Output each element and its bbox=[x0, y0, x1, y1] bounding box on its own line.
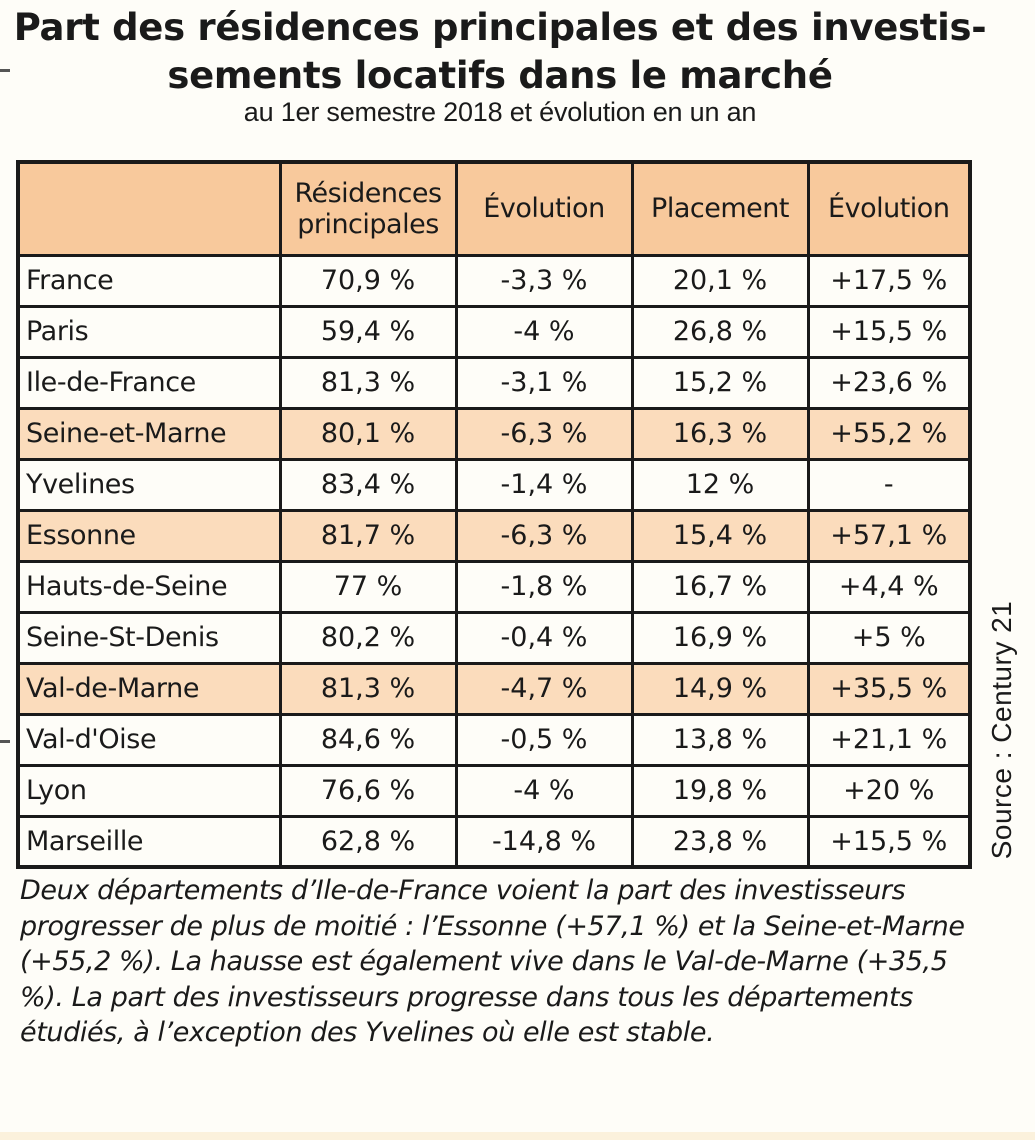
cell-residences: 83,4 % bbox=[280, 459, 456, 510]
cell-evolution-placement: +15,5 % bbox=[808, 816, 970, 867]
table-row-highlighted bbox=[18, 408, 970, 459]
cell-evolution-placement: +23,6 % bbox=[808, 357, 970, 408]
cell-evolution-residences: -0,5 % bbox=[456, 714, 632, 765]
cell-evolution-residences: -6,3 % bbox=[456, 510, 632, 561]
row-name: Lyon bbox=[18, 765, 280, 816]
row-name: Ile-de-France bbox=[18, 357, 280, 408]
cell-evolution-placement: +55,2 % bbox=[808, 408, 970, 459]
cell-residences: 62,8 % bbox=[280, 816, 456, 867]
row-name: France bbox=[18, 255, 280, 306]
header-empty-cell bbox=[18, 162, 280, 255]
row-name: Val-d'Oise bbox=[18, 714, 280, 765]
header-residences-principales bbox=[280, 162, 456, 255]
cell-placement: 16,9 % bbox=[632, 612, 808, 663]
cell-placement: 13,8 % bbox=[632, 714, 808, 765]
cell-evolution-residences: -4 % bbox=[456, 765, 632, 816]
cell-residences: 84,6 % bbox=[280, 714, 456, 765]
cell-evolution-placement: +4,4 % bbox=[808, 561, 970, 612]
cell-evolution-placement: +21,1 % bbox=[808, 714, 970, 765]
header-evolution-residences: Évolution bbox=[456, 162, 632, 255]
cell-evolution-residences: -1,4 % bbox=[456, 459, 632, 510]
cell-residences: 77 % bbox=[280, 561, 456, 612]
table-row bbox=[18, 306, 970, 357]
header-evolution-placement: Évolution bbox=[808, 162, 970, 255]
cell-placement: 16,7 % bbox=[632, 561, 808, 612]
row-name: Val-de-Marne bbox=[18, 663, 280, 714]
page-title bbox=[0, 4, 1000, 100]
table-header-row bbox=[18, 162, 970, 255]
cell-evolution-residences: -14,8 % bbox=[456, 816, 632, 867]
header-residences-line-1: Résidences bbox=[294, 177, 442, 209]
table-row-highlighted bbox=[18, 510, 970, 561]
table-row bbox=[18, 357, 970, 408]
source-credit: Source : Century 21 bbox=[986, 600, 1017, 860]
edge-mark bbox=[0, 740, 10, 743]
row-name: Hauts-de-Seine bbox=[18, 561, 280, 612]
table-row bbox=[18, 561, 970, 612]
cell-evolution-residences: -3,1 % bbox=[456, 357, 632, 408]
table-row bbox=[18, 612, 970, 663]
cell-placement: 15,4 % bbox=[632, 510, 808, 561]
market-share-table bbox=[16, 160, 972, 869]
table-row bbox=[18, 816, 970, 867]
cell-residences: 81,7 % bbox=[280, 510, 456, 561]
edge-mark bbox=[0, 69, 10, 72]
row-name: Marseille bbox=[18, 816, 280, 867]
cell-evolution-residences: -4 % bbox=[456, 306, 632, 357]
cell-evolution-placement: +15,5 % bbox=[808, 306, 970, 357]
cell-evolution-placement: +20 % bbox=[808, 765, 970, 816]
cell-evolution-residences: -0,4 % bbox=[456, 612, 632, 663]
cell-evolution-placement: +57,1 % bbox=[808, 510, 970, 561]
cell-residences: 81,3 % bbox=[280, 357, 456, 408]
cell-residences: 80,1 % bbox=[280, 408, 456, 459]
cell-evolution-residences: -1,8 % bbox=[456, 561, 632, 612]
title-line-1: Part des résidences principales et des investis- bbox=[13, 6, 987, 49]
table-row bbox=[18, 255, 970, 306]
bottom-divider bbox=[0, 1132, 1035, 1140]
cell-residences: 81,3 % bbox=[280, 663, 456, 714]
table-row bbox=[18, 714, 970, 765]
cell-residences: 59,4 % bbox=[280, 306, 456, 357]
cell-evolution-placement: - bbox=[808, 459, 970, 510]
row-name: Seine-St-Denis bbox=[18, 612, 280, 663]
cell-evolution-placement: +17,5 % bbox=[808, 255, 970, 306]
header-residences-line-2: principales bbox=[297, 208, 439, 240]
title-line-2: sements locatifs dans le marché bbox=[167, 54, 833, 97]
cell-residences: 76,6 % bbox=[280, 765, 456, 816]
cell-evolution-placement: +35,5 % bbox=[808, 663, 970, 714]
cell-placement: 20,1 % bbox=[632, 255, 808, 306]
row-name: Yvelines bbox=[18, 459, 280, 510]
table-row bbox=[18, 765, 970, 816]
cell-evolution-placement: +5 % bbox=[808, 612, 970, 663]
page-subtitle: au 1er semestre 2018 et évolution en un an bbox=[243, 97, 757, 127]
cell-placement: 12 % bbox=[632, 459, 808, 510]
cell-residences: 80,2 % bbox=[280, 612, 456, 663]
caption-text: Deux départements d’Ile-de-France voient la part des investisseurs progresser de plus de moitié : l’Essonne (+57,1 %) et la Seine-et-Marne (+55,2 %). La hausse est également vive dans le Val-de-Marne (+35,5 %). La part des investisseurs progresse dans tous les départements étudiés, à l’exception des Yvelines où elle est stable. bbox=[20, 875, 965, 1048]
header-placement: Placement bbox=[632, 162, 808, 255]
cell-placement: 19,8 % bbox=[632, 765, 808, 816]
table-row-highlighted bbox=[18, 663, 970, 714]
cell-placement: 14,9 % bbox=[632, 663, 808, 714]
cell-placement: 16,3 % bbox=[632, 408, 808, 459]
cell-placement: 15,2 % bbox=[632, 357, 808, 408]
row-name: Seine-et-Marne bbox=[18, 408, 280, 459]
cell-placement: 26,8 % bbox=[632, 306, 808, 357]
table-row bbox=[18, 459, 970, 510]
cell-evolution-residences: -3,3 % bbox=[456, 255, 632, 306]
row-name: Paris bbox=[18, 306, 280, 357]
cell-placement: 23,8 % bbox=[632, 816, 808, 867]
cell-evolution-residences: -4,7 % bbox=[456, 663, 632, 714]
cell-evolution-residences: -6,3 % bbox=[456, 408, 632, 459]
cell-residences: 70,9 % bbox=[280, 255, 456, 306]
row-name: Essonne bbox=[18, 510, 280, 561]
